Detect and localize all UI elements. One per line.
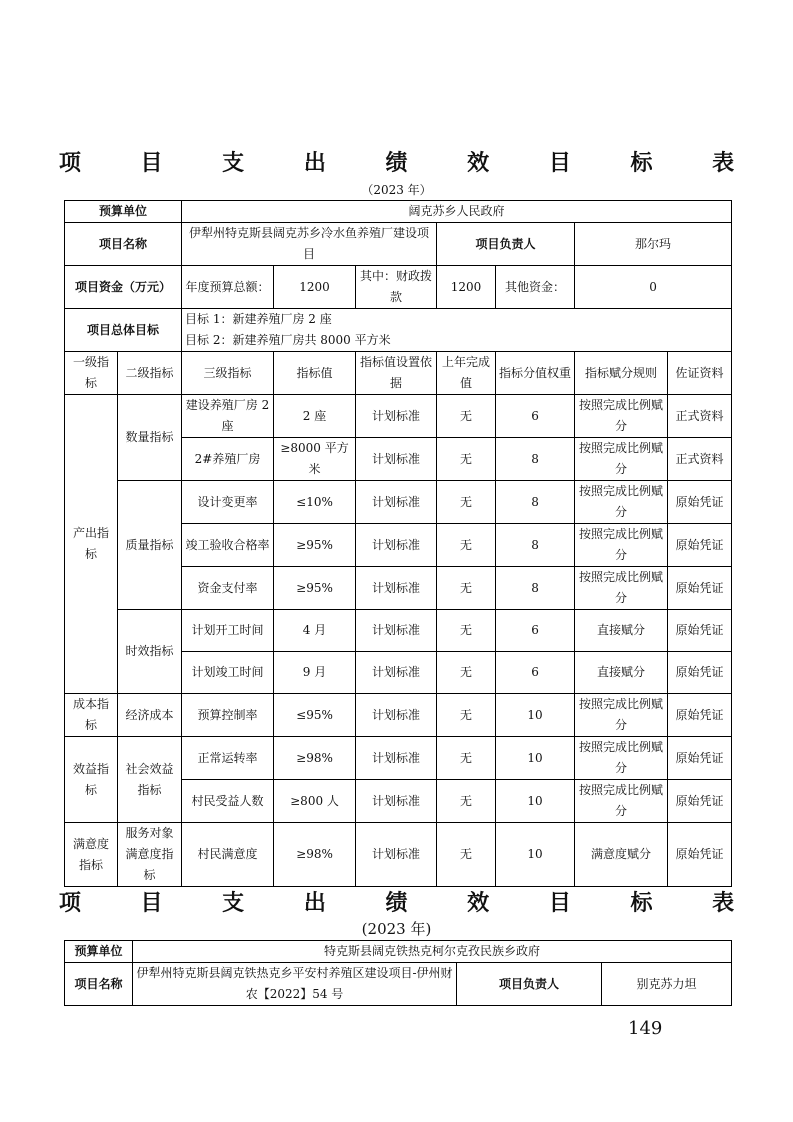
indicator-weight: 10 — [496, 737, 575, 780]
indicator-value: ≥8000 平方米 — [274, 438, 356, 481]
budget-unit-label: 预算单位 — [65, 941, 133, 963]
indicator-last: 无 — [437, 567, 496, 610]
indicator-value: ≥95% — [274, 567, 356, 610]
annual-total-label: 年度预算总额： — [182, 266, 274, 309]
indicator-value: ≤95% — [274, 694, 356, 737]
subgroup-timeliness: 时效指标 — [118, 610, 182, 694]
manager-label: 项目负责人 — [457, 963, 602, 1006]
indicator-value: ≤10% — [274, 481, 356, 524]
performance-table — [64, 200, 732, 887]
indicator-value: ≥98% — [274, 737, 356, 780]
indicator-weight: 10 — [496, 780, 575, 823]
indicator-last: 无 — [437, 652, 496, 694]
header-cell: 指标分值权重 — [496, 352, 575, 395]
indicator-basis: 计划标准 — [356, 481, 437, 524]
indicator-weight: 8 — [496, 524, 575, 567]
group-output: 产出指标 — [65, 395, 118, 694]
manager-value: 别克苏力坦 — [602, 963, 732, 1006]
indicator-proof: 正式资料 — [668, 438, 732, 481]
indicator-name: 村民满意度 — [182, 823, 274, 887]
indicator-basis: 计划标准 — [356, 567, 437, 610]
indicator-proof: 原始凭证 — [668, 610, 732, 652]
second-year-label: (2023 年) — [361, 920, 432, 938]
indicator-rule: 按照完成比例赋分 — [575, 737, 668, 780]
indicator-value: 9 月 — [274, 652, 356, 694]
indicator-last: 无 — [437, 694, 496, 737]
goal-label: 项目总体目标 — [65, 309, 182, 352]
manager-label: 项目负责人 — [437, 223, 575, 266]
header-cell: 二级指标 — [118, 352, 182, 395]
year-label: （2023 年） — [361, 183, 432, 197]
funds-label: 项目资金（万元） — [65, 266, 182, 309]
indicator-weight: 8 — [496, 481, 575, 524]
budget-unit-label: 预算单位 — [65, 201, 182, 223]
indicator-rule: 按照完成比例赋分 — [575, 481, 668, 524]
indicator-name: 村民受益人数 — [182, 780, 274, 823]
indicator-basis: 计划标准 — [356, 610, 437, 652]
indicator-name: 计划竣工时间 — [182, 652, 274, 694]
indicator-proof: 原始凭证 — [668, 652, 732, 694]
indicator-name: 正常运转率 — [182, 737, 274, 780]
goal-item: 目标 2：新建养殖厂房共 8000 平方米 — [185, 333, 391, 347]
second-performance-table — [64, 940, 732, 1006]
indicator-proof: 原始凭证 — [668, 567, 732, 610]
annual-total-value: 1200 — [274, 266, 356, 309]
subgroup-social-benefit: 社会效益指标 — [118, 737, 182, 823]
manager-value: 那尔玛 — [575, 223, 732, 266]
indicator-name: 2#养殖厂房 — [182, 438, 274, 481]
indicator-rule: 按照完成比例赋分 — [575, 694, 668, 737]
indicator-basis: 计划标准 — [356, 438, 437, 481]
indicator-proof: 原始凭证 — [668, 481, 732, 524]
header-cell: 指标赋分规则 — [575, 352, 668, 395]
indicator-weight: 6 — [496, 610, 575, 652]
indicator-rule: 直接赋分 — [575, 652, 668, 694]
indicator-last: 无 — [437, 395, 496, 438]
subgroup-economic-cost: 经济成本 — [118, 694, 182, 737]
indicator-rule: 按照完成比例赋分 — [575, 524, 668, 567]
subgroup-quality: 质量指标 — [118, 481, 182, 610]
indicator-basis: 计划标准 — [356, 780, 437, 823]
indicator-weight: 8 — [496, 567, 575, 610]
table-row — [65, 694, 732, 737]
group-cost: 成本指标 — [65, 694, 118, 737]
indicator-weight: 6 — [496, 395, 575, 438]
budget-unit-value: 阔克苏乡人民政府 — [182, 201, 732, 223]
table-row — [65, 481, 732, 524]
indicator-rule: 按照完成比例赋分 — [575, 567, 668, 610]
fiscal-label: 其中：财政拨款 — [356, 266, 437, 309]
indicator-proof: 正式资料 — [668, 395, 732, 438]
indicator-weight: 10 — [496, 694, 575, 737]
indicator-name: 预算控制率 — [182, 694, 274, 737]
goal-item: 目标 1：新建养殖厂房 2 座 — [185, 312, 332, 326]
indicator-value: 2 座 — [274, 395, 356, 438]
other-funds-value: 0 — [575, 266, 732, 309]
indicator-proof: 原始凭证 — [668, 737, 732, 780]
header-cell: 佐证资料 — [668, 352, 732, 395]
indicator-name: 计划开工时间 — [182, 610, 274, 652]
page-number: 149 — [628, 1018, 663, 1039]
indicator-value: 4 月 — [274, 610, 356, 652]
indicator-weight: 10 — [496, 823, 575, 887]
project-name-value: 伊犁州特克斯县阔克苏乡冷水鱼养殖厂建设项目 — [182, 223, 437, 266]
header-cell: 一级指标 — [65, 352, 118, 395]
indicator-name: 设计变更率 — [182, 481, 274, 524]
project-name-label: 项目名称 — [65, 223, 182, 266]
header-cell: 指标值设置依据 — [356, 352, 437, 395]
group-benefit: 效益指标 — [65, 737, 118, 823]
second-page-title: 项 目 支 出 绩 效 目 标 表 — [58, 891, 761, 916]
project-name-label: 项目名称 — [65, 963, 133, 1006]
indicator-name: 竣工验收合格率 — [182, 524, 274, 567]
indicator-basis: 计划标准 — [356, 652, 437, 694]
indicator-rule: 满意度赋分 — [575, 823, 668, 887]
indicator-rule: 按照完成比例赋分 — [575, 438, 668, 481]
indicator-value: ≥95% — [274, 524, 356, 567]
group-satisfaction: 满意度指标 — [65, 823, 118, 887]
indicator-last: 无 — [437, 737, 496, 780]
other-funds-label: 其他资金： — [496, 266, 575, 309]
table-row — [65, 395, 732, 438]
indicator-name: 资金支付率 — [182, 567, 274, 610]
subgroup-quantity: 数量指标 — [118, 395, 182, 481]
indicator-basis: 计划标准 — [356, 823, 437, 887]
indicator-rule: 按照完成比例赋分 — [575, 780, 668, 823]
indicator-basis: 计划标准 — [356, 395, 437, 438]
indicator-last: 无 — [437, 823, 496, 887]
indicator-last: 无 — [437, 438, 496, 481]
indicator-proof: 原始凭证 — [668, 780, 732, 823]
indicator-basis: 计划标准 — [356, 694, 437, 737]
subgroup-service-satisfaction: 服务对象满意度指标 — [118, 823, 182, 887]
indicator-weight: 6 — [496, 652, 575, 694]
table-row — [65, 823, 732, 887]
indicator-value: ≥800 人 — [274, 780, 356, 823]
budget-unit-value: 特克斯县阔克铁热克柯尔克孜民族乡政府 — [133, 941, 732, 963]
indicator-last: 无 — [437, 780, 496, 823]
indicator-last: 无 — [437, 610, 496, 652]
header-cell: 指标值 — [274, 352, 356, 395]
header-row — [65, 352, 732, 395]
page-title: 项 目 支 出 绩 效 目 标 表 — [58, 151, 761, 176]
indicator-proof: 原始凭证 — [668, 823, 732, 887]
indicator-proof: 原始凭证 — [668, 524, 732, 567]
indicator-proof: 原始凭证 — [668, 694, 732, 737]
indicator-basis: 计划标准 — [356, 524, 437, 567]
header-cell: 三级指标 — [182, 352, 274, 395]
indicator-last: 无 — [437, 524, 496, 567]
indicator-basis: 计划标准 — [356, 737, 437, 780]
indicator-value: ≥98% — [274, 823, 356, 887]
indicator-weight: 8 — [496, 438, 575, 481]
indicator-rule: 直接赋分 — [575, 610, 668, 652]
indicator-last: 无 — [437, 481, 496, 524]
goal-content — [182, 309, 732, 352]
header-cell: 上年完成值 — [437, 352, 496, 395]
fiscal-value: 1200 — [437, 266, 496, 309]
project-name-value: 伊犁州特克斯县阔克铁热克乡平安村养殖区建设项目-伊州财农【2022】54 号 — [133, 963, 457, 1006]
indicator-name: 建设养殖厂房 2 座 — [182, 395, 274, 438]
table-row — [65, 610, 732, 652]
indicator-rule: 按照完成比例赋分 — [575, 395, 668, 438]
table-row — [65, 737, 732, 780]
